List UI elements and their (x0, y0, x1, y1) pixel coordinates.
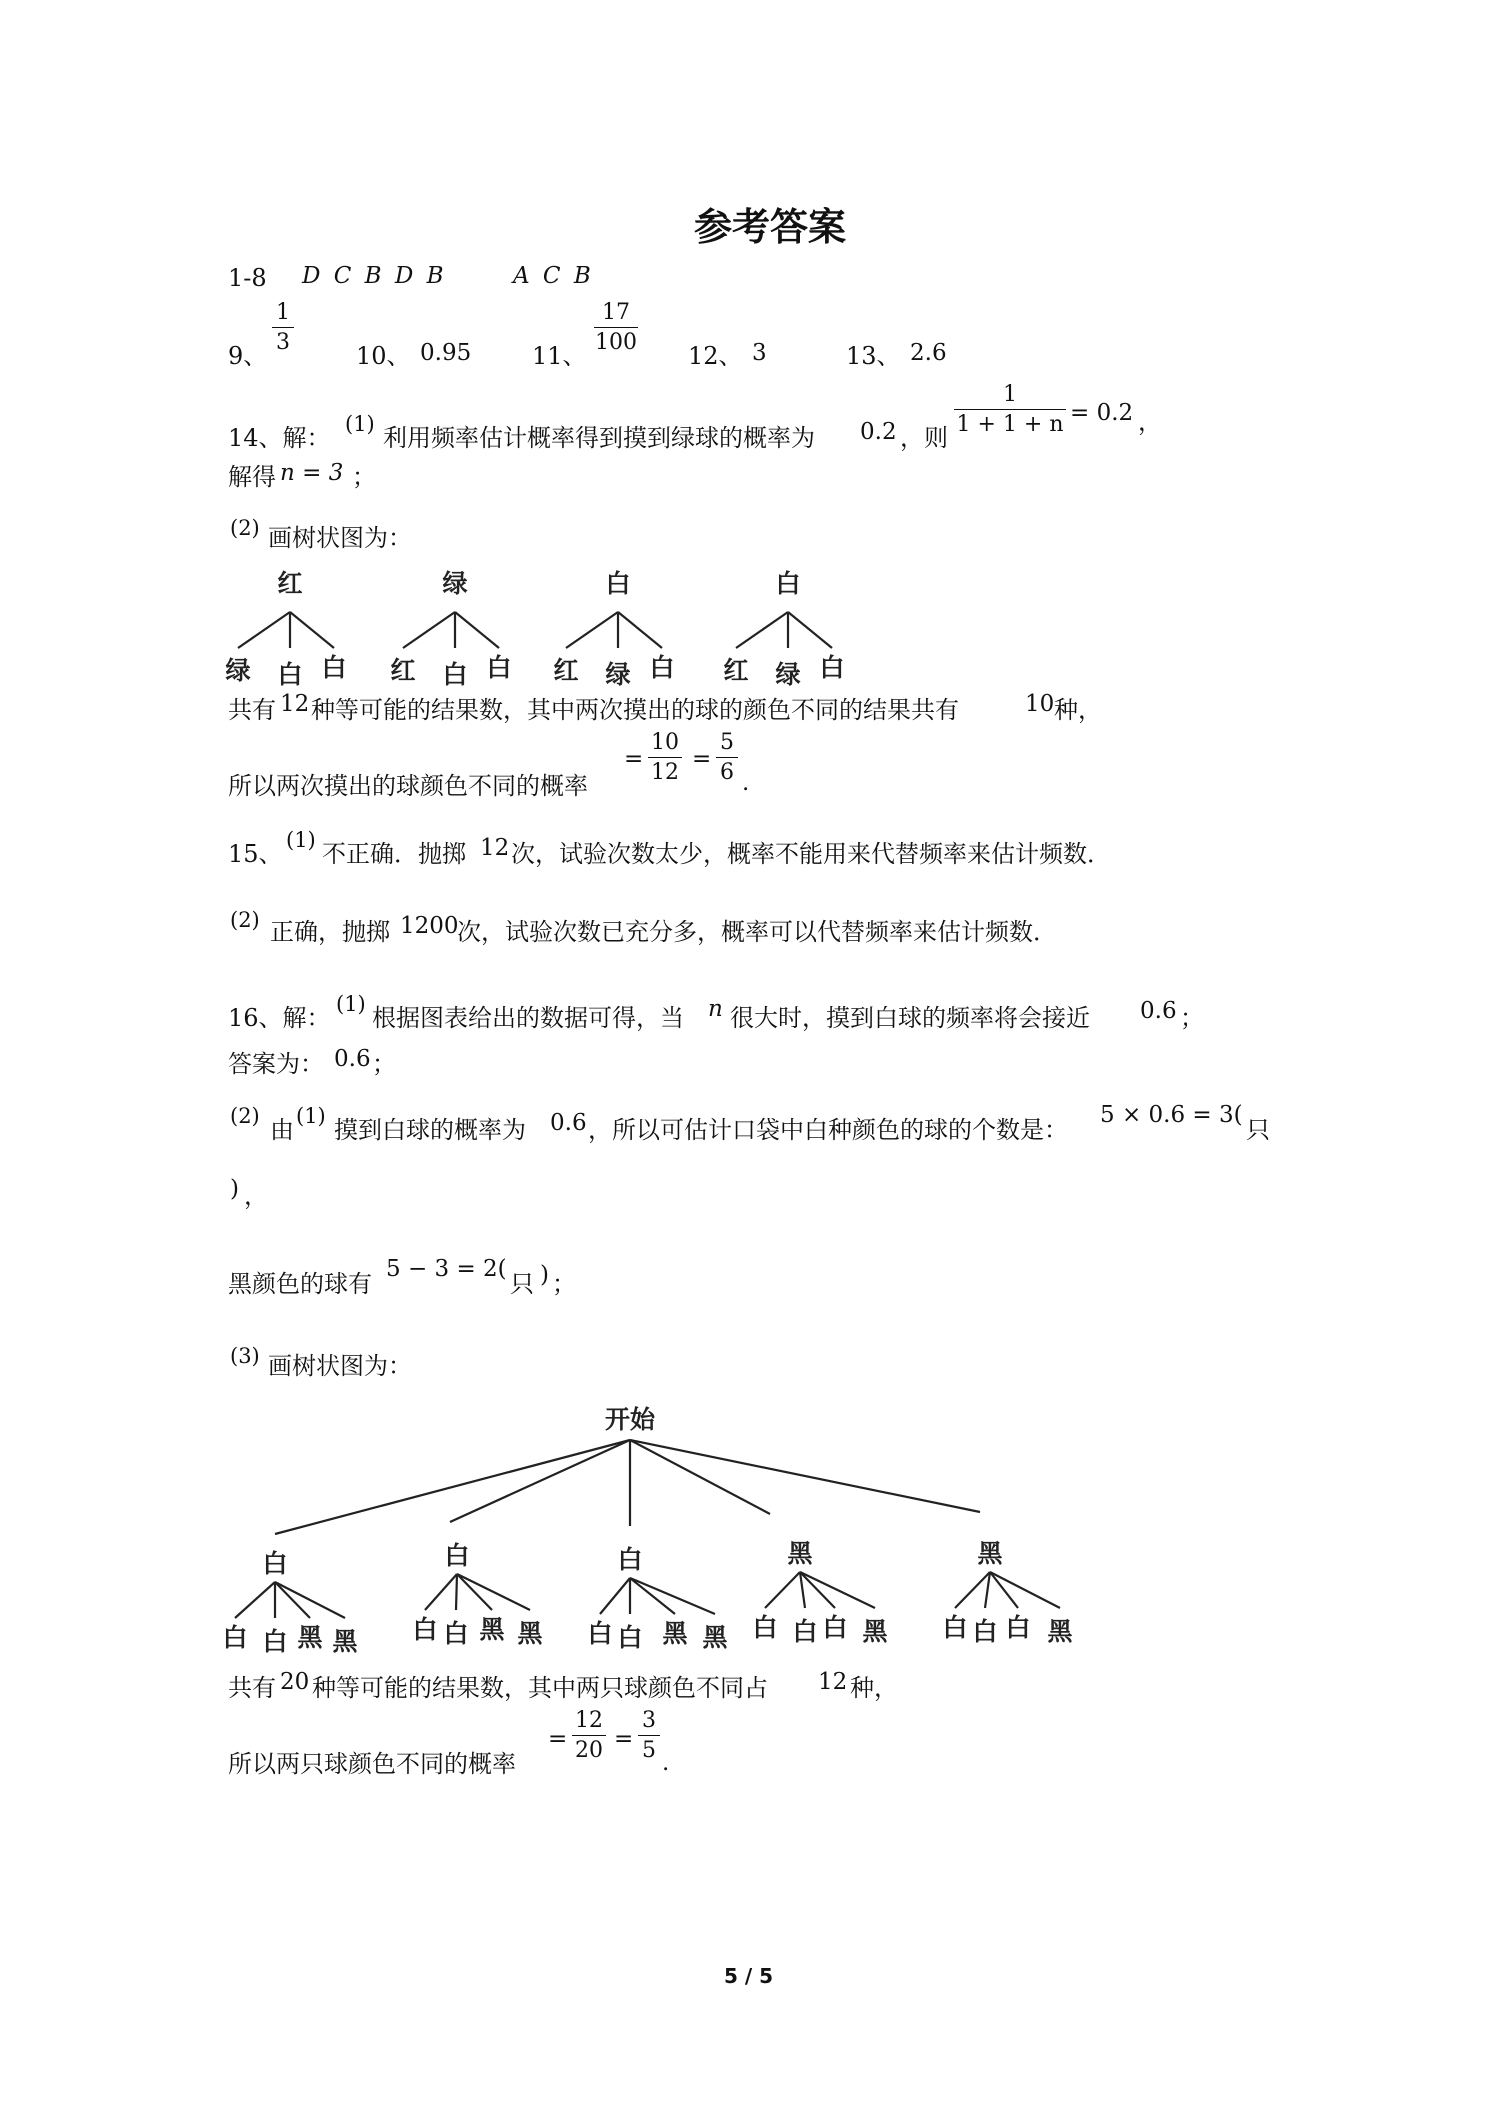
tree14-branch (788, 612, 832, 648)
q16-prob-fraction1 (572, 1708, 606, 1763)
tree16-leaf: 黑 (332, 1627, 358, 1656)
q16-part2-text-a: 摸到白球的概率为 (334, 1116, 526, 1144)
tree14-leaf: 绿 (225, 656, 251, 685)
tree16-leaf-branch (275, 1582, 345, 1618)
q15-label: 15、 (228, 840, 283, 868)
q16-part2-ref: (1) (296, 1104, 326, 1128)
tree16-leaf-branch (990, 1572, 1060, 1608)
tree14-branch (238, 612, 290, 648)
tree16-leaf: 白 (617, 1623, 643, 1652)
tree16-leaf: 黑 (862, 1617, 888, 1646)
tree16-root: 开始 (604, 1405, 656, 1434)
q14-prob-end: . (742, 770, 750, 796)
q14-result-c: 种， (1054, 696, 1102, 724)
q15-part2-marker: (2) (230, 908, 260, 932)
tree14-leaf: 白 (277, 660, 303, 689)
q1-8-answers-b: A C B (513, 263, 591, 289)
q14-prob-denominator2: 6 (720, 760, 734, 785)
q14-solve-expr: n = 3 (280, 460, 344, 486)
q16-result-a: 共有 (228, 1674, 276, 1702)
q16-label: 16、解： (228, 1004, 331, 1032)
q16-black-expr: 5 − 3 = 2( (386, 1256, 507, 1282)
tree16-leaf: 白 (412, 1615, 438, 1644)
tree16-node-1: 白 (444, 1541, 470, 1570)
q13-label: 13、 (846, 342, 901, 370)
q15-part1-text-a: 不正确．抛掷 (322, 840, 466, 868)
tree14-leaf: 红 (723, 656, 749, 685)
q16-part2-you: 由 (270, 1116, 294, 1144)
tree14-leaf: 白 (321, 653, 347, 682)
q15-part2-n: 1200 (400, 913, 459, 939)
q14-prob-eq1: = (624, 746, 644, 772)
tree16-leaf: 白 (587, 1619, 613, 1648)
q16-part1-text-a: 根据图表给出的数据可得，当 (372, 1004, 684, 1032)
tree14-branch (618, 612, 662, 648)
tree14-branch (455, 612, 499, 648)
tree14-leaf: 绿 (605, 660, 631, 689)
q14-denominator-text: 1 + 1 + n (956, 412, 1064, 437)
q15-part2-text-b: 次，试验次数已充分多，概率可以代替频率来估计频数． (457, 918, 1057, 946)
q16-part1-text-b: 很大时，摸到白球的频率将会接近 (730, 1004, 1090, 1032)
q14-numerator: 1 (954, 382, 1066, 410)
q16-black-text: 黑颜色的球有 (228, 1270, 372, 1298)
tree16-leaf: 白 (262, 1627, 288, 1656)
q14-prob-fraction1 (648, 730, 682, 785)
q11-numerator: 17 (594, 300, 638, 328)
q11-denominator: 100 (595, 330, 637, 355)
q16-part3-marker: (3) (230, 1344, 260, 1368)
q1-8-answers-a: D C B D B (302, 263, 444, 289)
tree14-leaf: 白 (442, 660, 468, 689)
q16-part2-unit: 只 (1246, 1116, 1270, 1144)
q16-prob-end: . (662, 1750, 670, 1776)
q16-part3-text: 画树状图为： (268, 1352, 412, 1380)
q12-label: 12、 (688, 342, 743, 370)
tree16-leaf-branch (425, 1574, 457, 1610)
tree16-leaf: 白 (443, 1619, 469, 1648)
tree14-root-1: 绿 (442, 569, 468, 598)
q14-value1: 0.2 (860, 419, 897, 445)
q14-comma: ， (1138, 408, 1162, 436)
q16-part2-marker: (2) (230, 1104, 260, 1128)
q16-result-c: 种， (850, 1674, 898, 1702)
q13-value: 2.6 (910, 340, 947, 366)
q14-prob-eq2: = (692, 746, 712, 772)
q15-part2-text-a: 正确，抛掷 (270, 918, 390, 946)
q14-text2: ，则 (900, 424, 948, 452)
q11-fraction (594, 300, 638, 355)
q16-black-end: ； (552, 1270, 576, 1298)
tree16-leaf-branch (457, 1574, 530, 1610)
q9-denominator: 3 (276, 330, 290, 355)
q16-black-unit: 只 (510, 1270, 534, 1298)
q16-black-close: ) (540, 1262, 549, 1288)
q9-fraction (272, 300, 294, 355)
q14-denominator (954, 410, 1066, 437)
tree16-leaf: 白 (822, 1613, 848, 1642)
q14-prob-numerator1: 10 (648, 730, 682, 758)
q14-equals: = 0.2 (1070, 400, 1134, 426)
q16-answer-value: 0.6 (334, 1046, 371, 1072)
tree16-leaf: 黑 (297, 1623, 323, 1652)
q16-prob-eq1: = (548, 1726, 568, 1752)
page-number: 5 / 5 (724, 1964, 774, 1988)
q14-text1: 利用频率估计概率得到摸到绿球的概率为 (383, 424, 815, 452)
q16-result-n2: 12 (818, 1669, 848, 1695)
tree16-leaf-branch (235, 1582, 275, 1618)
q16-prob-denominator2: 5 (642, 1738, 656, 1763)
q16-part1-var: n (708, 996, 723, 1022)
tree14-leaf: 白 (486, 653, 512, 682)
q16-answer-label: 答案为： (228, 1050, 324, 1078)
q16-part2-value: 0.6 (550, 1110, 587, 1136)
q14-prob-fraction2 (716, 730, 738, 785)
q16-part2-text-b: ，所以可估计口袋中白种颜色的球的个数是： (588, 1116, 1068, 1144)
q14-solve-end: ； (352, 463, 376, 491)
tree16-leaf: 白 (792, 1617, 818, 1646)
q10-value: 0.95 (420, 340, 472, 366)
q14-part2-marker: (2) (230, 516, 260, 540)
q16-result-n1: 20 (280, 1669, 310, 1695)
q14-fraction (954, 382, 1066, 437)
tree14-branch (290, 612, 334, 648)
tree-diagram-16 (220, 1390, 1100, 1660)
tree14-leaf: 红 (553, 656, 579, 685)
q16-prob-denominator1: 20 (575, 1738, 603, 1763)
q14-prob-denominator1: 12 (651, 760, 679, 785)
q14-result-n1: 12 (280, 691, 310, 717)
tree16-node-0: 白 (262, 1549, 288, 1578)
q12-value: 3 (752, 340, 767, 366)
tree16-leaf-branch (630, 1578, 715, 1614)
q16-prob-text: 所以两只球颜色不同的概率 (228, 1750, 516, 1778)
tree14-root-3: 白 (775, 569, 801, 598)
q14-result-b: 种等可能的结果数，其中两次摸出的球的颜色不同的结果共有 (311, 696, 959, 724)
q16-prob-fraction2 (638, 1708, 660, 1763)
tree16-leaf-branch (600, 1578, 630, 1614)
tree16-main-branch (630, 1440, 980, 1512)
tree-diagram-14 (220, 560, 920, 700)
q9-numerator: 1 (272, 300, 294, 328)
q10-label: 10、 (356, 342, 411, 370)
q15-part1-n: 12 (480, 835, 510, 861)
tree16-leaf: 黑 (1047, 1617, 1073, 1646)
q16-prob-eq2: = (614, 1726, 634, 1752)
tree14-leaf: 绿 (775, 660, 801, 689)
q9-label: 9、 (228, 342, 268, 370)
tree14-root-0: 红 (277, 569, 303, 598)
q16-result-b: 种等可能的结果数，其中两只球颜色不同占 (312, 1674, 768, 1702)
q11-label: 11、 (532, 342, 587, 370)
tree16-leaf: 黑 (662, 1619, 688, 1648)
tree16-leaf: 黑 (702, 1623, 728, 1652)
tree16-node-4: 黑 (977, 1539, 1003, 1568)
q14-prob-numerator2: 5 (716, 730, 738, 758)
q16-part2-close: ) (230, 1176, 239, 1202)
q16-prob-numerator2: 3 (638, 1708, 660, 1736)
tree16-node-3: 黑 (787, 1539, 813, 1568)
tree16-leaf: 白 (752, 1613, 778, 1642)
tree14-leaf: 白 (649, 653, 675, 682)
q14-label: 14、解： (228, 424, 331, 452)
q14-part2-text: 画树状图为： (268, 524, 412, 552)
q16-part1-value: 0.6 (1140, 998, 1177, 1024)
q14-result-n2: 10 (1025, 691, 1055, 717)
tree16-leaf: 黑 (479, 1615, 505, 1644)
tree16-leaf-branch (990, 1572, 1018, 1608)
tree16-leaf: 白 (1005, 1613, 1031, 1642)
q14-result-a: 共有 (228, 696, 276, 724)
tree16-leaf-branch (457, 1574, 492, 1610)
tree16-leaf: 白 (222, 1623, 248, 1652)
q14-prob-text: 所以两次摸出的球颜色不同的概率 (228, 772, 588, 800)
tree16-leaf: 白 (942, 1613, 968, 1642)
q16-part2-comma: ， (244, 1182, 268, 1210)
tree16-leaf-branch (456, 1574, 457, 1610)
page-title: 参考答案 (694, 205, 847, 249)
tree14-branch (736, 612, 788, 648)
q16-answer-end: ； (372, 1050, 396, 1078)
q1-8-label: 1-8 (228, 264, 267, 292)
tree16-leaf-branch (630, 1578, 675, 1614)
tree16-main-branch (630, 1440, 770, 1514)
tree16-leaf-branch (765, 1572, 800, 1608)
q16-part1-end: ； (1180, 1004, 1204, 1032)
tree16-leaf: 黑 (517, 1619, 543, 1648)
q16-prob-numerator1: 12 (572, 1708, 606, 1736)
tree16-node-2: 白 (617, 1545, 643, 1574)
q14-solve-text: 解得 (228, 463, 276, 491)
q14-part1-marker: (1) (345, 412, 375, 436)
tree14-root-2: 白 (605, 569, 631, 598)
tree16-leaf-branch (800, 1572, 875, 1608)
tree16-leaf: 白 (972, 1617, 998, 1646)
tree16-leaf-branch (275, 1582, 310, 1618)
tree14-branch (566, 612, 618, 648)
q16-part2-expr: 5 × 0.6 = 3( (1100, 1102, 1243, 1128)
q16-part1-marker: (1) (336, 992, 366, 1016)
q15-part1-text-b: 次，试验次数太少，概率不能用来代替频率来估计频数． (511, 840, 1111, 868)
tree14-leaf: 白 (819, 653, 845, 682)
tree14-branch (403, 612, 455, 648)
q15-part1-marker: (1) (286, 828, 316, 852)
tree14-leaf: 红 (390, 656, 416, 685)
